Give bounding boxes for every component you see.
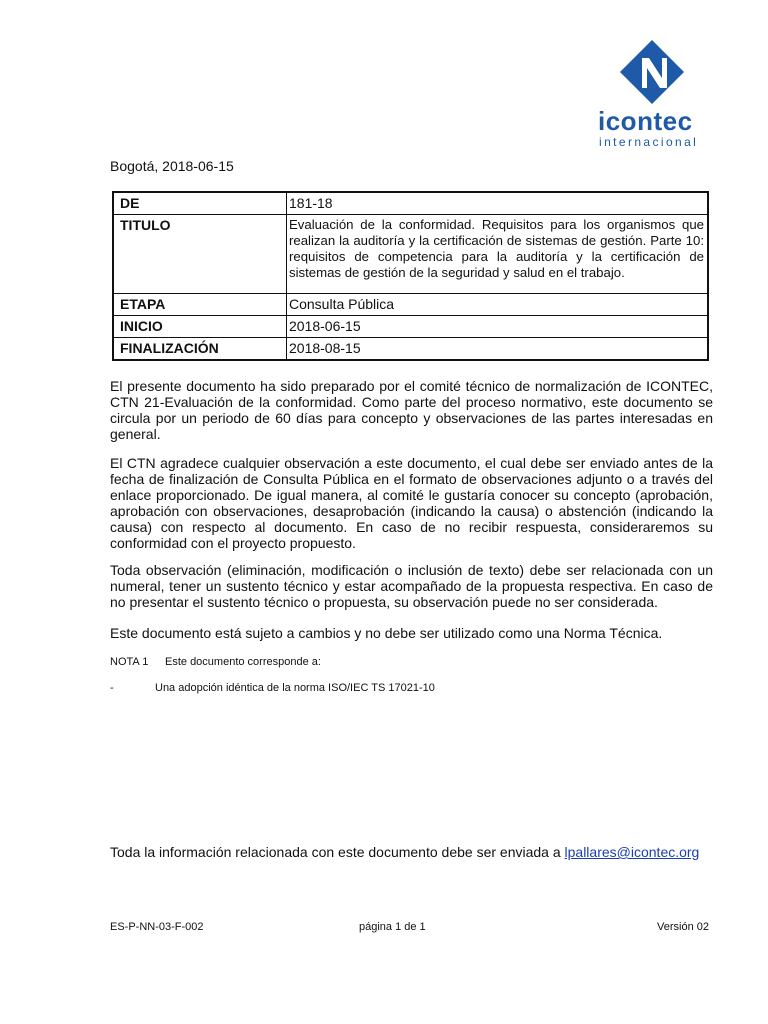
paragraph: Este documento está sujeto a cambios y no debe ser utilizado como una Norma Técnica.	[110, 625, 663, 641]
row-value: Consulta Pública	[287, 294, 709, 316]
footer-page-number: página 1 de 1	[359, 921, 426, 933]
row-label: ETAPA	[113, 294, 287, 316]
row-label: INICIO	[113, 316, 287, 338]
row-value: 2018-06-15	[287, 316, 709, 338]
document-info-table	[112, 191, 709, 361]
logo-wordmark: icontec	[598, 106, 693, 136]
list-dash: -	[110, 682, 114, 694]
note-text: Este documento corresponde a:	[165, 656, 321, 668]
contact-text: Toda la información relacionada con este documento debe ser enviada a	[110, 844, 561, 860]
table-row	[113, 316, 708, 338]
icontec-diamond-icon	[618, 38, 686, 106]
footer-code: ES-P-NN-03-F-002	[110, 921, 204, 933]
row-label: TITULO	[113, 215, 287, 294]
icontec-logo	[596, 38, 708, 148]
table-row	[113, 192, 708, 215]
row-value: Evaluación de la conformidad. Requisitos para los organismos que realizan la auditoría y la certificación de sistemas de gestión. Parte 10: requisitos de competencia para la auditoría y la certificación de sistemas de gestión de la seguridad y salud en el trabajo.	[287, 215, 709, 294]
table-row	[113, 338, 708, 361]
list-item-text: Una adopción idéntica de la norma ISO/IEC TS 17021-10	[155, 682, 435, 694]
table-row	[113, 294, 708, 316]
row-value: 181-18	[287, 192, 709, 215]
paragraph: El CTN agradece cualquier observación a este documento, el cual debe ser enviado antes de la fecha de finalización de Consulta Pública en el formato de observaciones adjunto o a través del enlace proporcionado. De igual manera, al comité le gustaría conocer su concepto (aprobación, aprobación con observaciones, desaprobación (indicando la causa) o abstención (indicando la causa) con respecto al documento. En caso de no recibir respuesta, consideraremos su conformidad con el proyecto propuesto.	[110, 455, 713, 551]
note-label: NOTA 1	[110, 656, 149, 668]
contact-email-link[interactable]: lpallares@icontec.org	[564, 844, 700, 860]
row-label: DE	[113, 192, 287, 215]
date-line: Bogotá, 2018-06-15	[110, 158, 234, 174]
footer-version: Versión 02	[657, 921, 709, 933]
list-item	[110, 682, 435, 695]
paragraph: Toda observación (eliminación, modificación o inclusión de texto) debe ser relacionada con un numeral, tener un sustento técnico y estar acompañado de la propuesta respectiva. En caso de no presentar el sustento técnico o propuesta, su observación puede no ser considerada.	[110, 562, 713, 610]
paragraph: El presente documento ha sido preparado por el comité técnico de normalización de ICONTEC, CTN 21-Evaluación de la conformidad. Como parte del proceso normativo, este documento se circula por un periodo de 60 días para concepto y observaciones de las partes interesadas en general.	[110, 378, 713, 442]
contact-line	[110, 844, 699, 860]
table-row	[113, 215, 708, 294]
row-value: 2018-08-15	[287, 338, 709, 361]
note	[110, 656, 321, 669]
logo-subtitle: internacional	[599, 135, 699, 149]
row-label: FINALIZACIÓN	[113, 338, 287, 361]
